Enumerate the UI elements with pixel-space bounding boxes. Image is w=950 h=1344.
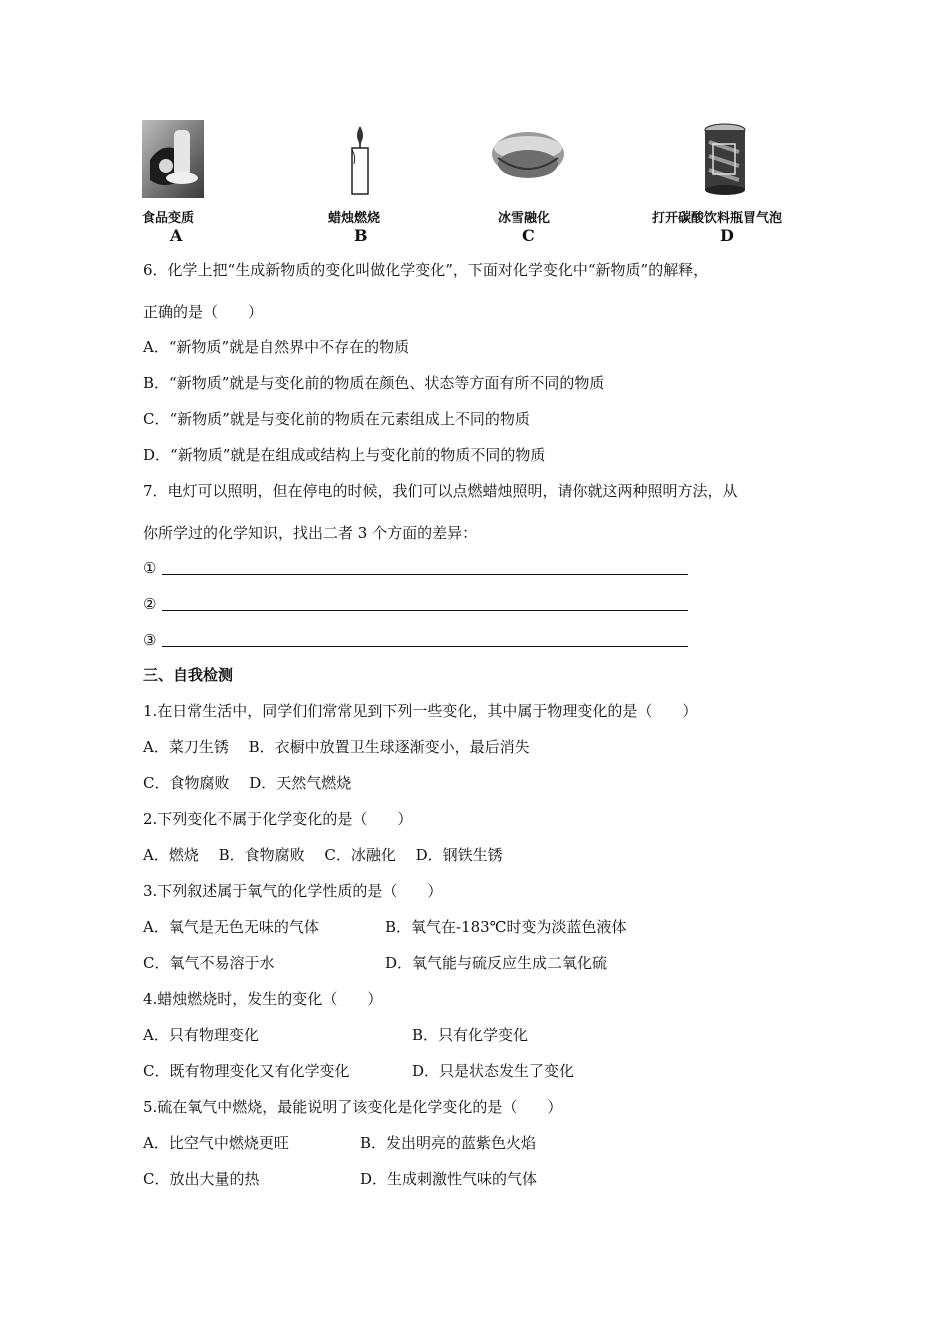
q6-option-c: C．“新物质”就是与变化前的物质在元素组成上不同的物质 bbox=[143, 410, 530, 428]
q7-blank-marker-1: ① bbox=[143, 559, 157, 577]
s3-q3-option-a: A．氧气是无色无味的气体 bbox=[143, 918, 319, 936]
q7-answer-line-1[interactable] bbox=[162, 574, 688, 575]
s3-q5-option-b: B．发出明亮的蓝紫色火焰 bbox=[360, 1134, 537, 1152]
figure-candle bbox=[346, 120, 374, 198]
s3-q3-stem: 3.下列叙述属于氧气的化学性质的是（ ） bbox=[143, 882, 443, 900]
section-heading: 三、自我检测 bbox=[143, 666, 234, 684]
figure-letter-a: A bbox=[170, 226, 183, 245]
q6-option-d: D．“新物质”就是在组成或结构上与变化前的物质不同的物质 bbox=[143, 446, 546, 464]
figure-caption-d: 打开碳酸饮料瓶冒气泡 bbox=[652, 211, 783, 226]
figure-food-spoilage bbox=[142, 120, 204, 198]
q6-stem-line1: 6．化学上把“生成新物质的变化叫做化学变化”，下面对化学变化中“新物质”的解释， bbox=[143, 261, 709, 279]
q7-blank-marker-2: ② bbox=[143, 595, 157, 613]
s3-q4-option-b: B．只有化学变化 bbox=[412, 1026, 529, 1044]
q7-stem-line1: 7．电灯可以照明，但在停电的时候，我们可以点燃蜡烛照明，请你就这两种照明方法，从 bbox=[143, 482, 738, 500]
figure-letter-c: C bbox=[522, 226, 535, 245]
s3-q3-option-c: C．氧气不易溶于水 bbox=[143, 954, 275, 972]
s3-q5-option-a: A．比空气中燃烧更旺 bbox=[143, 1134, 289, 1152]
s3-q3-option-d: D．氧气能与硫反应生成二氧化硫 bbox=[385, 954, 608, 972]
q7-stem-line2: 你所学过的化学知识，找出二者 3 个方面的差异： bbox=[143, 524, 478, 542]
s3-q5-stem: 5.硫在氧气中燃烧，最能说明了该变化是化学变化的是（ ） bbox=[143, 1098, 563, 1116]
s3-q2-options-row1: A．燃烧 B．食物腐败 C．冰融化 D．钢铁生锈 bbox=[143, 846, 503, 864]
figure-caption-a: 食品变质 bbox=[142, 211, 195, 226]
s3-q4-stem: 4.蜡烛燃烧时，发生的变化（ ） bbox=[143, 990, 383, 1008]
s3-q1-stem: 1.在日常生活中，同学们们常常见到下列一些变化，其中属于物理变化的是（ ） bbox=[143, 702, 698, 720]
s3-q1-options-row1: A．菜刀生锈 B．衣橱中放置卫生球逐渐变小，最后消失 bbox=[143, 738, 530, 756]
q6-option-a: A．“新物质”就是自然界中不存在的物质 bbox=[143, 338, 410, 356]
figure-letter-b: B bbox=[354, 226, 368, 245]
figure-caption-b: 蜡烛燃烧 bbox=[328, 211, 381, 226]
q7-blank-marker-3: ③ bbox=[143, 631, 157, 649]
s3-q2-stem: 2.下列变化不属于化学变化的是（ ） bbox=[143, 810, 413, 828]
q6-stem-line2: 正确的是（ ） bbox=[143, 303, 264, 321]
s3-q5-option-c: C．放出大量的热 bbox=[143, 1170, 260, 1188]
s3-q4-option-a: A．只有物理变化 bbox=[143, 1026, 259, 1044]
figure-caption-c: 冰雪融化 bbox=[498, 211, 551, 226]
s3-q3-option-b: B．氧气在-183℃时变为淡蓝色液体 bbox=[385, 918, 627, 936]
figure-letter-d: D bbox=[720, 226, 734, 245]
q6-option-b: B．“新物质”就是与变化前的物质在颜色、状态等方面有所不同的物质 bbox=[143, 374, 605, 392]
q7-answer-line-2[interactable] bbox=[162, 610, 688, 611]
figure-soda-can bbox=[699, 122, 751, 196]
s3-q5-option-d: D．生成刺激性气味的气体 bbox=[360, 1170, 538, 1188]
figure-ice-melting bbox=[490, 128, 566, 190]
s3-q1-options-row2: C．食物腐败 D．天然气燃烧 bbox=[143, 774, 352, 792]
q7-answer-line-3[interactable] bbox=[162, 646, 688, 647]
s3-q4-option-d: D．只是状态发生了变化 bbox=[412, 1062, 575, 1080]
s3-q4-option-c: C．既有物理变化又有化学变化 bbox=[143, 1062, 350, 1080]
